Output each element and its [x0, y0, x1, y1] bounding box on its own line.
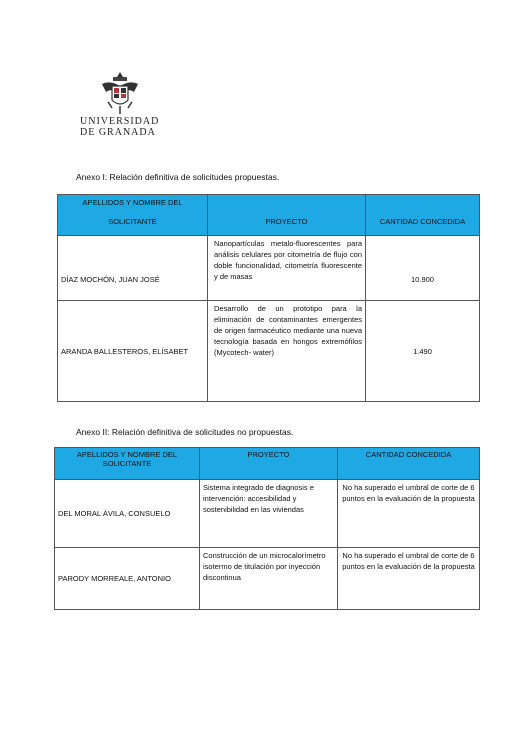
header-amount: CANTIDAD CONCEDIDA: [366, 195, 480, 236]
header-applicant-line2: SOLICITANTE: [108, 217, 157, 226]
annex1-table: [57, 194, 480, 402]
table-row: [58, 236, 480, 301]
table-row: [55, 480, 480, 548]
project-description: Construcción de un microcalorímetro isotermo de titulación por inyección discontinua: [200, 548, 338, 610]
header-applicant: [58, 195, 208, 236]
coat-of-arms-icon: [98, 70, 142, 116]
applicant-name: ARANDA BALLESTEROS, ELÍSABET: [58, 301, 208, 402]
header-applicant: APELLIDOS Y NOMBRE DEL SOLICITANTE: [55, 448, 200, 480]
table-header-row: [58, 195, 480, 236]
granted-amount: 1.490: [366, 301, 480, 402]
granted-amount: 10.900: [366, 236, 480, 301]
header-project: PROYECTO: [208, 195, 366, 236]
project-description: Nanopartículas metalo-fluorescentes para análisis celulares por citometría de flujo con doble funcionalidad, citometría fluorescente y de masas: [208, 236, 366, 301]
applicant-name: DÍAZ MOCHÓN, JUAN JOSÉ: [58, 236, 208, 301]
logo-text-line1: UNIVERSIDAD: [80, 116, 160, 127]
project-description: Desarrollo de un prototipo para la eliminación de contaminantes emergentes de origen farmacéutico mediante una nueva tecnología basada en hongos extremófilos (Mycotech- water): [208, 301, 366, 402]
applicant-name: PARODY MORREALE, ANTONIO: [55, 548, 200, 610]
table-row: [55, 548, 480, 610]
granted-amount: No ha superado el umbral de corte de 6 puntos en la evaluación de la propuesta: [338, 480, 480, 548]
project-description: Sistema integrado de diagnosis e intervención: accesibilidad y sostenibilidad en las viviendas: [200, 480, 338, 548]
header-amount: CANTIDAD CONCEDIDA: [338, 448, 480, 480]
table-header-row: [55, 448, 480, 480]
header-applicant-line1: APELLIDOS Y NOMBRE DEL: [82, 198, 183, 207]
annex2-title: Anexo II: Relación definitiva de solicitudes no propuestas.: [76, 427, 294, 437]
applicant-name: DEL MORAL ÁVILA, CONSUELO: [55, 480, 200, 548]
annex1-title: Anexo I: Relación definitiva de solicitudes propuestas.: [76, 172, 280, 182]
header-project: PROYECTO: [200, 448, 338, 480]
university-logo: [80, 70, 160, 138]
logo-text-line2: DE GRANADA: [80, 127, 156, 138]
granted-amount: No ha superado el umbral de corte de 6 puntos en la evaluación de la propuesta: [338, 548, 480, 610]
table-row: [58, 301, 480, 402]
annex2-table: [54, 447, 480, 610]
